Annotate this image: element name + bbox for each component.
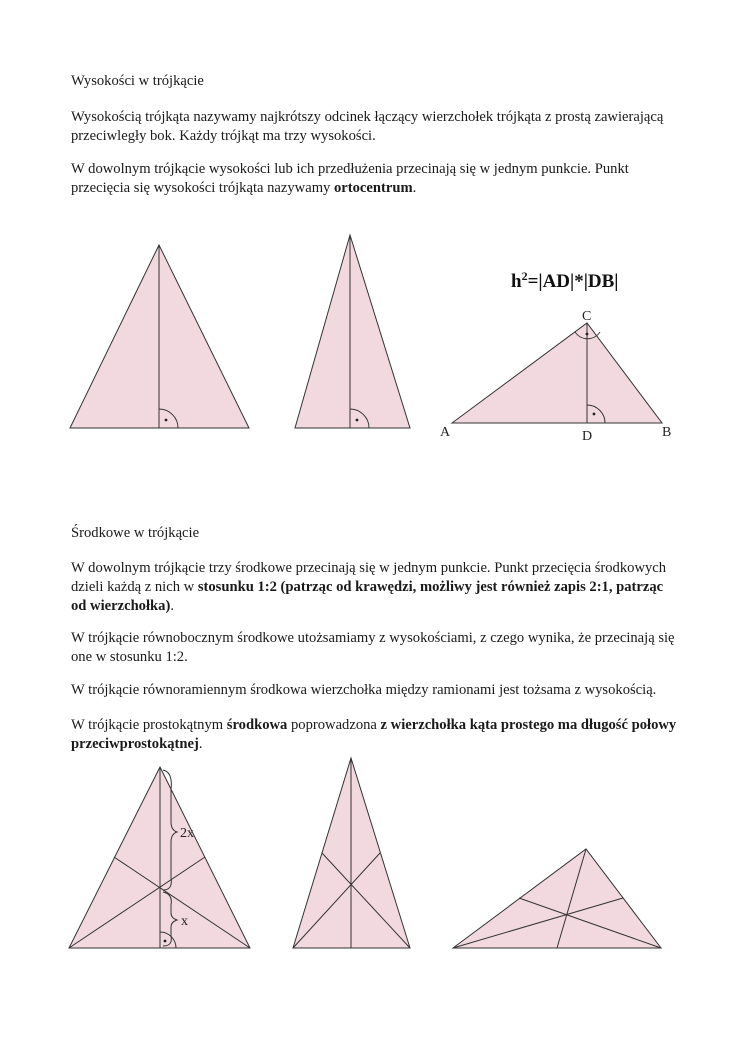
paragraph-height-definition: Wysokością trójkąta nazywamy najkrótszy odcinek łączący wierzchołek trójkąta z prostą zawierającą przeciwległy bok. Każdy trójkąt ma trzy wysokości.: [71, 109, 664, 144]
label-a: A: [440, 425, 451, 440]
right-text-e: .: [198, 736, 203, 752]
orthocenter-period: .: [412, 180, 417, 196]
label-b: B: [662, 425, 672, 440]
label-2x: 2x: [180, 826, 194, 841]
median-ratio-period: .: [170, 598, 174, 614]
equilateral-right-angle-dot: [164, 940, 167, 943]
median-ratio-text: W dowolnym trójkącie trzy środkowe przecinają się w jednym punkcie. Punkt przecięcia środkowych dzieli każdą z nich w: [71, 560, 667, 595]
right-text-d: z wierzchołka kąta prostego ma długość połowy przeciwprostokątnej: [71, 717, 677, 752]
scalene-triangle: [453, 849, 661, 948]
section-title-heights: Wysokości w trójkącie: [71, 73, 204, 89]
median-ratio-bold: stosunku 1:2 (patrząc od krawędzi, możliwy jest również zapis 2:1, patrząc od wierzchołka): [71, 579, 664, 614]
paragraph-isosceles: W trójkącie równoramiennym środkowa wierzchołka między ramionami jest tożsama z wysokością.: [71, 682, 657, 698]
orthocenter-text: W dowolnym trójkącie wysokości lub ich przedłużenia przecinają się w jednym punkcie. Punkt przecięcia się wysokości trójkąta nazywamy: [71, 161, 629, 196]
height-formula: $h^2=|AD|*|DB|$: [511, 269, 619, 292]
label-d: D: [582, 429, 593, 444]
right-text-a: W trójkącie prostokątnym: [71, 717, 227, 733]
section-title-medians: Środkowe w trójkącie: [71, 525, 200, 541]
label-c: C: [582, 309, 592, 324]
paragraph-equilateral: W trójkącie równobocznym środkowe utożsamiamy z wysokościami, z czego wynika, że przecinają się one w stosunku 1:2.: [71, 630, 675, 665]
right-text-c: poprowadzona: [287, 717, 381, 733]
right-text-b: środkowa: [226, 717, 288, 733]
label-x: x: [181, 914, 188, 929]
orthocenter-term: ortocentrum: [334, 180, 413, 196]
